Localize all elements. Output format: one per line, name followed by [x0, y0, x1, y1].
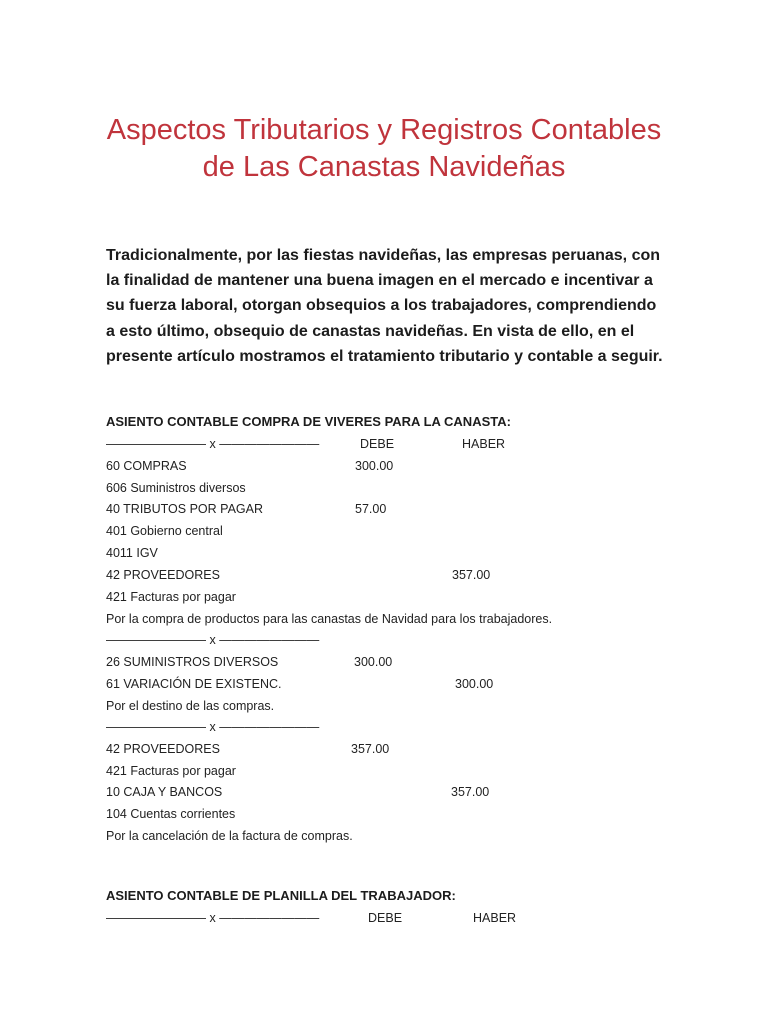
debe-column-header: DEBE [360, 437, 395, 451]
haber-amount: 300.00 [455, 677, 494, 691]
debe-column-header: DEBE [368, 911, 403, 925]
entry-gloss: Por la cancelación de la factura de compras. [106, 829, 353, 843]
haber-column-header: HABER [462, 437, 506, 451]
debe-amount: 300.00 [355, 459, 394, 473]
entry-separator: ———————— x ———————— [106, 437, 320, 451]
haber-amount: 357.00 [451, 785, 490, 799]
account-line: 401 Gobierno central [106, 524, 223, 538]
account-line: 4011 IGV [106, 546, 158, 560]
intro-paragraph: Tradicionalmente, por las fiestas navideñas, las empresas peruanas, con la finalidad de mantener una buena imagen en el mercado e incentivar a su fuerza laboral, otorgan obsequios a los trabajadores, comprendiendo a esto último, obsequio de canastas navideñas. En vista de ello, en el presente artículo mostramos el tratamiento tributario y contable a seguir. [106, 247, 663, 365]
entry-separator: ———————— x ———————— [106, 633, 320, 647]
account-line: 26 SUMINISTROS DIVERSOS [106, 655, 279, 669]
account-line: 61 VARIACIÓN DE EXISTENC. [106, 677, 282, 691]
account-line: 104 Cuentas corrientes [106, 807, 236, 821]
debe-amount: 357.00 [351, 742, 390, 756]
entry-separator: ———————— x ———————— [106, 720, 320, 734]
debe-amount: 300.00 [354, 655, 393, 669]
debe-amount: 57.00 [355, 502, 387, 516]
account-line: 60 COMPRAS [106, 459, 187, 473]
account-line: 42 PROVEEDORES [106, 568, 220, 582]
account-line: 421 Facturas por pagar [106, 764, 236, 778]
entry-separator: ———————— x ———————— [106, 911, 320, 925]
account-line: 421 Facturas por pagar [106, 590, 236, 604]
haber-amount: 357.00 [452, 568, 491, 582]
account-line: 40 TRIBUTOS POR PAGAR [106, 502, 263, 516]
entry-gloss: Por el destino de las compras. [106, 699, 275, 713]
account-line: 606 Suministros diversos [106, 481, 246, 495]
account-line: 42 PROVEEDORES [106, 742, 220, 756]
haber-column-header: HABER [473, 911, 517, 925]
account-line: 10 CAJA Y BANCOS [106, 785, 223, 799]
document-title: Aspectos Tributarios y Registros Contables de Las Canastas Navideñas [106, 114, 662, 183]
entry-gloss: Por la compra de productos para las canastas de Navidad para los trabajadores. [106, 612, 553, 626]
section-heading-compra: ASIENTO CONTABLE COMPRA DE VIVERES PARA LA CANASTA: [106, 414, 511, 429]
section-heading-planilla: ASIENTO CONTABLE DE PLANILLA DEL TRABAJADOR: [106, 888, 456, 903]
